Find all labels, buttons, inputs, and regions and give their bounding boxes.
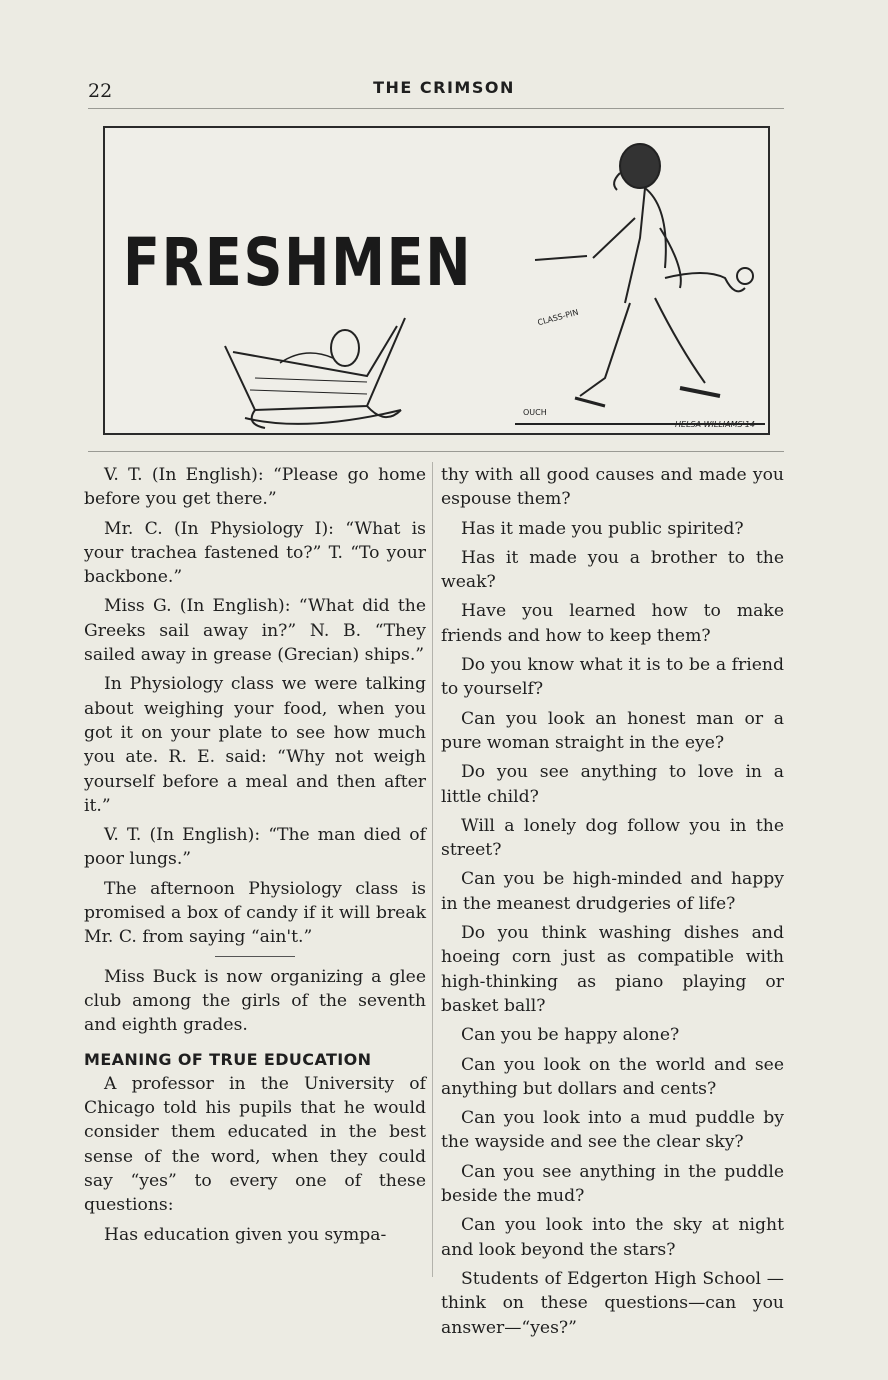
question-item: Can you see anything in the puddle beside the mud?	[441, 1161, 784, 1207]
question-item: Can you look an honest man or a pure woman straight in the eye?	[441, 708, 784, 753]
question-item: Do you think washing dishes and hoeing corn just as compatible with high-thinking as piano playing or basket ball?	[441, 923, 784, 1016]
question-item: Has education given you sympa-	[104, 1224, 387, 1245]
question-item: Can you look into the sky at night and look beyond the stars?	[441, 1215, 784, 1260]
cartoon-signature: HELSA·WILLIAMS'14	[675, 420, 755, 429]
joke-item: Mr. C. (In Physiology I): “What is your trachea fastened to?” T. “To your backbone.”	[84, 518, 426, 588]
question-item: Can you look on the world and see anything but dollars and cents?	[441, 1054, 784, 1099]
joke-item: V. T. (In English): “Please go home before you get there.”	[84, 465, 426, 510]
cradle-illustration	[225, 318, 405, 428]
joke-item: V. T. (In English): “The man died of poor lungs.”	[84, 825, 426, 870]
question-item: Can you look into a mud puddle by the wayside and see the clear sky?	[441, 1108, 784, 1153]
column-divider	[432, 462, 433, 1277]
question-item: Do you see anything to love in a little child?	[441, 762, 784, 807]
page-number: 22	[88, 80, 113, 102]
cartoon-label-ouch: OUCH	[523, 408, 547, 417]
freshman-figure	[535, 144, 753, 406]
joke-item: Miss G. (In English): “What did the Greeks sail away in?” N. B. “They sailed away in grease (Grecian) ships.”	[84, 596, 426, 666]
section-heading: MEANING OF TRUE EDUCATION	[84, 1049, 372, 1069]
top-rule	[88, 108, 784, 109]
question-item: Has it made you a brother to the weak?	[441, 547, 784, 593]
cartoon-drawing	[105, 128, 768, 433]
question-item: Can you be happy alone?	[461, 1025, 680, 1046]
question-item: Can you be high-minded and happy in the meanest drudgeries of life?	[441, 869, 784, 914]
question-item: Do you know what it is to be a friend to yourself?	[441, 655, 784, 700]
right-column	[441, 463, 784, 1345]
joke-item: In Physiology class we were talking about weighing your food, when you got it on your plate to see how much you ate. R. E. said: “Why not weigh yourself before a meal and then after it.”	[84, 674, 426, 816]
cartoon-panel	[103, 126, 770, 435]
education-intro: A professor in the University of Chicago told his pupils that he would consider them educated in the best sense of the word, when they could say “yes” to every one of these questions:	[84, 1073, 426, 1216]
cartoon-label-classpin: CLASS-PIN	[536, 307, 580, 328]
mid-rule	[88, 451, 784, 452]
left-column	[84, 463, 426, 1252]
closing-paragraph: Students of Edgerton High School —think on these questions—can you answer—“yes?”	[441, 1268, 784, 1338]
question-item: thy with all good causes and made you espouse them?	[441, 465, 784, 510]
joke-item: The afternoon Physiology class is promised a box of candy if it will break Mr. C. from saying “ain't.”	[84, 878, 426, 948]
question-item: Have you learned how to make friends and how to keep them?	[441, 601, 784, 646]
cartoon-title: FRESHMEN	[123, 224, 473, 301]
glee-club-note: Miss Buck is now organizing a glee club among the girls of the seventh and eighth grades.	[84, 966, 426, 1036]
question-item: Will a lonely dog follow you in the street?	[441, 815, 784, 861]
running-head: THE CRIMSON	[373, 78, 515, 97]
question-item: Has it made you public spirited?	[461, 518, 744, 539]
section-divider	[215, 956, 295, 957]
